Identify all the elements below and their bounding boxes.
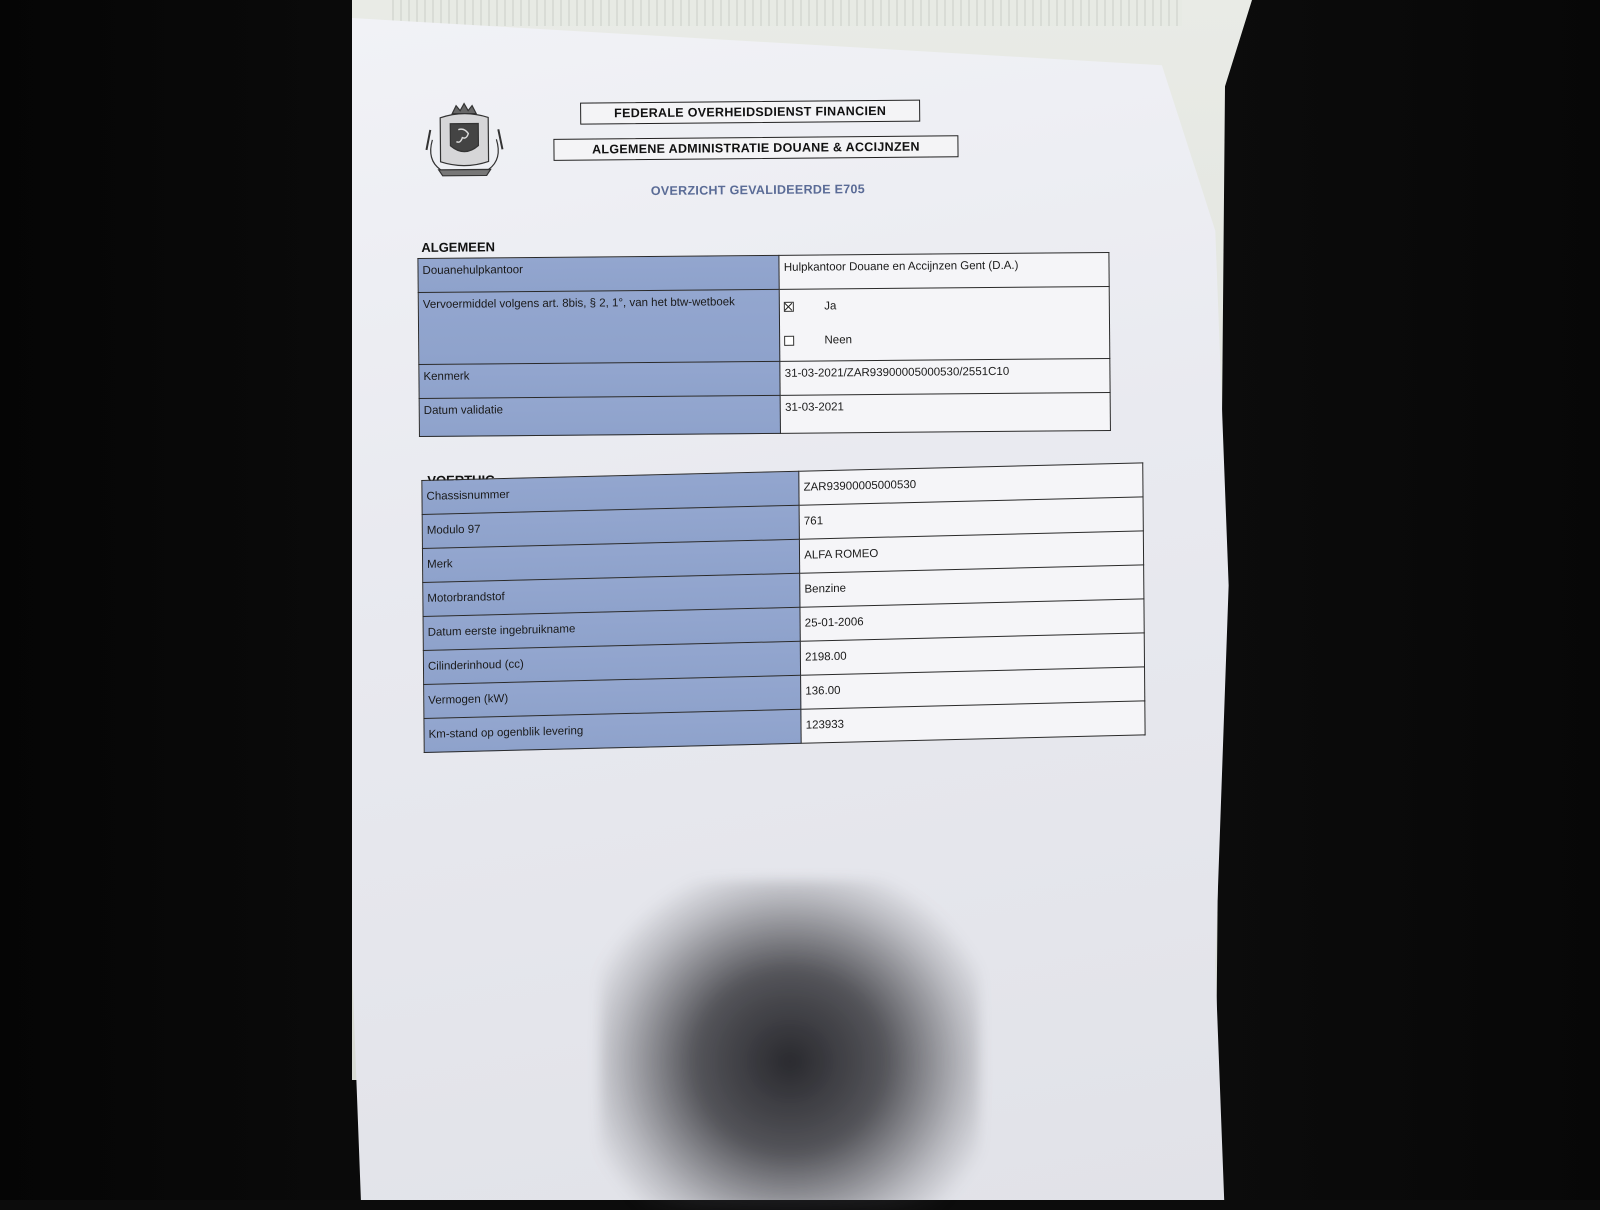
row-label: Douanehulpkantoor <box>418 255 780 292</box>
administration-header: ALGEMENE ADMINISTRATIE DOUANE & ACCIJNZEN <box>553 135 958 161</box>
table-row <box>419 392 1110 436</box>
section-title-algemeen: ALGEMEEN <box>421 239 496 255</box>
row-value: ALFA ROMEO <box>800 531 1144 573</box>
row-label: Cilinderinhoud (cc) <box>423 641 800 684</box>
row-label: Vermogen (kW) <box>424 675 801 718</box>
option-ja <box>784 293 1105 318</box>
row-label: Chassisnummer <box>422 471 799 514</box>
row-value: 123933 <box>801 701 1145 743</box>
voertuig-table <box>421 462 1145 753</box>
option-label: Neen <box>824 334 853 347</box>
row-value: 31-03-2021 <box>780 392 1110 433</box>
row-label: Modulo 97 <box>422 505 799 548</box>
row-value: 136.00 <box>801 667 1145 709</box>
row-label: Datum validatie <box>419 395 781 436</box>
row-label: Datum eerste ingebruikname <box>423 607 800 650</box>
underlying-document-strip <box>392 0 1182 26</box>
ministry-header: FEDERALE OVERHEIDSDIENST FINANCIEN <box>580 100 920 125</box>
document-title: OVERZICHT GEVALIDEERDE E705 <box>650 182 866 198</box>
option-neen <box>784 327 1105 352</box>
checked-checkbox-icon <box>784 302 794 312</box>
table-row <box>418 286 1110 364</box>
belgian-coat-of-arms-icon <box>422 99 507 180</box>
row-label: Motorbrandstof <box>423 573 800 616</box>
row-value: 761 <box>799 497 1143 539</box>
row-label: Vervoermiddel volgens art. 8bis, § 2, 1°, van het btw-wetboek <box>418 289 780 364</box>
row-value: Benzine <box>800 565 1144 607</box>
row-value: ZAR93900005000530 <box>799 463 1143 505</box>
option-label: Ja <box>824 300 837 313</box>
row-value-options <box>780 286 1110 361</box>
row-value: 2198.00 <box>800 633 1144 675</box>
row-label: Kenmerk <box>419 361 781 398</box>
row-value: 25-01-2006 <box>800 599 1144 641</box>
row-label: Km-stand op ogenblik levering <box>424 709 801 752</box>
row-label: Merk <box>422 539 799 582</box>
hand-shadow <box>600 880 980 1210</box>
row-value: Hulpkantoor Douane en Accijnzen Gent (D.A.) <box>779 252 1109 289</box>
empty-checkbox-icon <box>784 336 794 346</box>
document-content <box>420 90 1166 796</box>
algemeen-table <box>417 252 1111 437</box>
row-value: 31-03-2021/ZAR93900005000530/2551C10 <box>780 358 1110 395</box>
